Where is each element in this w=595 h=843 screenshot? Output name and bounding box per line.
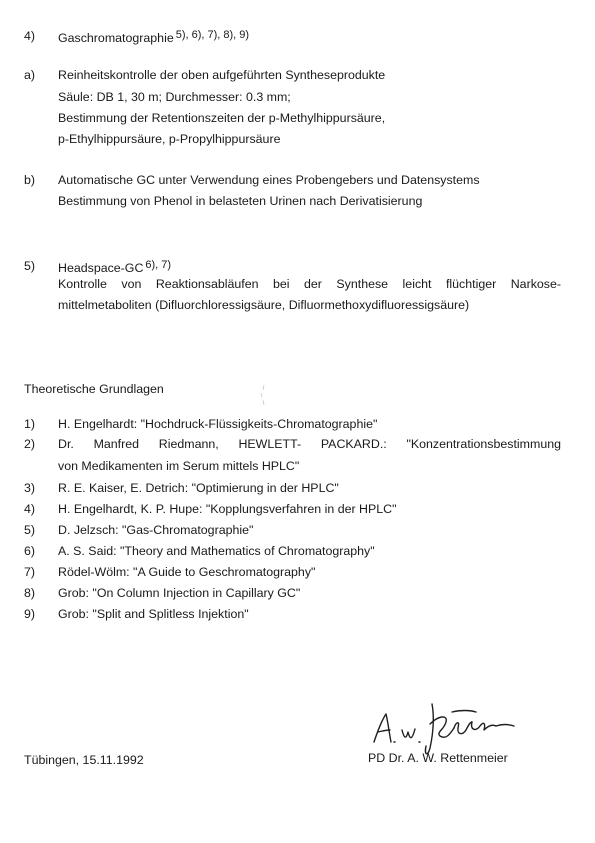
ref-8-text: Grob: "On Column Injection in Capillary GC" — [58, 586, 301, 600]
section-5-heading — [58, 260, 171, 274]
ref-2-text-line-1: Dr. Manfred Riedmann, HEWLETT- PACKARD.: "Konzentrationsbestimmung — [58, 438, 561, 451]
ref-9-text: Grob: "Split and Splitless Injektion" — [58, 607, 249, 621]
ref-5-num: 5) — [24, 523, 36, 537]
section-5-title: Headspace-GC — [58, 261, 144, 275]
section-5-line-2: mittelmetaboliten (Difluorchloressigsäure, Difluormethoxydifluoressigsäure) — [58, 298, 470, 312]
ref-7-text: Rödel-Wölm: "A Guide to Geschromatography" — [58, 565, 316, 579]
item-b-line-2: Bestimmung von Phenol in belasteten Urinen nach Derivatisierung — [58, 194, 423, 208]
ref-6-num: 6) — [24, 544, 36, 558]
item-a-line-2: Säule: DB 1, 30 m; Durchmesser: 0.3 mm; — [58, 90, 291, 104]
ref-7-num: 7) — [24, 565, 36, 579]
item-b-line-1: Automatische GC unter Verwendung eines Probengebers und Datensystems — [58, 173, 480, 187]
ref-3-num: 3) — [24, 481, 36, 495]
ref-1-num: 1) — [24, 417, 36, 431]
handwritten-signature — [366, 700, 546, 758]
section-4-heading — [58, 30, 249, 44]
ref-6-text: A. S. Said: "Theory and Mathematics of Chromatography" — [58, 544, 375, 558]
section-5-number: 5) — [24, 259, 36, 273]
section-5-line-1-wrap — [58, 278, 561, 291]
ref-1-text: H. Engelhardt: "Hochdruck-Flüssigkeits-Chromatographie" — [58, 417, 378, 431]
ref-3-text: R. E. Kaiser, E. Detrich: "Optimierung in der HPLC" — [58, 481, 339, 495]
section-4-number: 4) — [24, 29, 36, 43]
signatory-name: PD Dr. A. W. Rettenmeier — [368, 751, 508, 765]
item-a-line-3: Bestimmung der Retentionszeiten der p-Methylhippursäure, — [58, 111, 386, 125]
ref-5-text: D. Jelzsch: "Gas-Chromatographie" — [58, 523, 254, 537]
item-b-label: b) — [24, 173, 36, 187]
theory-heading: Theoretische Grundlagen — [24, 382, 164, 396]
ref-9-num: 9) — [24, 607, 36, 621]
section-5-refs: 6), 7) — [145, 259, 172, 271]
section-4-refs: 5), 6), 7), 8), 9) — [175, 29, 250, 41]
section-4-title: Gaschromatographie — [58, 31, 174, 45]
ref-4-num: 4) — [24, 502, 36, 516]
section-5-line-1: Kontrolle von Reaktionsabläufen bei der Synthese leicht flüchtiger Narkose- — [58, 278, 561, 291]
scan-speck — [258, 384, 268, 406]
ref-2-line-1-wrap — [58, 438, 561, 451]
item-a-label: a) — [24, 68, 36, 82]
ref-4-text: H. Engelhardt, K. P. Hupe: "Kopplungsverfahren in der HPLC" — [58, 502, 397, 516]
ref-2-num: 2) — [24, 437, 36, 451]
ref-8-num: 8) — [24, 586, 36, 600]
place-date: Tübingen, 15.11.1992 — [24, 753, 144, 767]
ref-2-text-line-2: von Medikamenten im Serum mittels HPLC" — [58, 459, 300, 473]
item-a-line-1: Reinheitskontrolle der oben aufgeführten Syntheseprodukte — [58, 68, 386, 82]
item-a-line-4: p-Ethylhippursäure, p-Propylhippursäure — [58, 132, 281, 146]
